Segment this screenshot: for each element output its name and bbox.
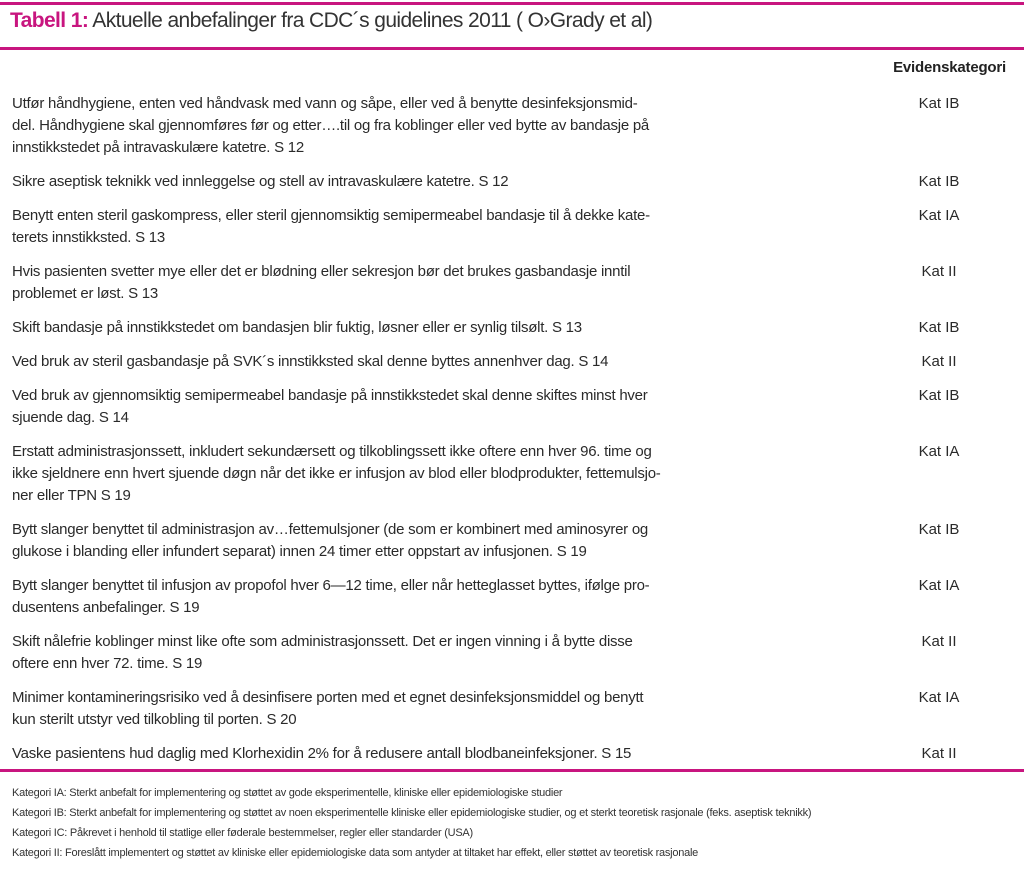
recommendation-line: kun sterilt utstyr ved tilkobling til porten. S 20 [12,711,297,728]
top-rule [0,2,1024,5]
recommendations-table [0,93,1024,777]
recommendation-line: ner eller TPN S 19 [12,487,131,504]
recommendation-line: innstikkstedet på intravaskulære katetre. S 12 [12,139,304,156]
recommendation-text [12,93,862,159]
table-row [0,575,1024,619]
table-label: Tabell 1: [10,9,89,32]
recommendation-text [12,351,862,373]
recommendation-line: Hvis pasienten svetter mye eller det er blødning eller sekresjon bør det brukes gasbandasje inntil [12,263,631,280]
evidence-category: Kat IA [918,577,960,594]
bottom-rule [0,769,1024,772]
table-title [10,9,652,33]
table-row [0,317,1024,339]
recommendation-line: sjuende dag. S 14 [12,409,129,426]
evidence-category: Kat II [921,263,957,280]
footnote: Kategori IA: Sterkt anbefalt for implementering og støttet av gode eksperimentelle, kliniske eller epidemiologiske studier [12,787,563,799]
recommendation-text [12,385,862,429]
recommendation-line: Erstatt administrasjonssett, inkludert sekundærsett og tilkoblingssett ikke oftere enn hver 96. time og [12,443,652,460]
recommendation-text [12,519,862,563]
recommendation-line: Skift bandasje på innstikkstedet om bandasjen blir fuktig, løsner eller er synlig tilsølt. S 13 [12,319,582,336]
recommendation-text [12,317,862,339]
evidence-category: Kat IB [918,521,960,538]
evidence-category: Kat II [921,633,957,650]
table-row [0,93,1024,159]
table-row [0,205,1024,249]
recommendation-line: dusentens anbefalinger. S 19 [12,599,200,616]
recommendation-line: Minimer kontamineringsrisiko ved å desinfisere porten med et egnet desinfeksjonsmiddel og benytt [12,689,644,706]
recommendation-line: Utfør håndhygiene, enten ved håndvask med vann og såpe, eller ved å benytte desinfeksjonsmid- [12,95,638,112]
table-row [0,441,1024,507]
recommendation-line: oftere enn hver 72. time. S 19 [12,655,203,672]
recommendation-line: glukose i blanding eller infundert separat) innen 24 timer etter oppstart av infusjonen. S 19 [12,543,587,560]
recommendation-text [12,205,862,249]
recommendation-line: problemet er løst. S 13 [12,285,158,302]
table-row [0,351,1024,373]
evidence-category: Kat IA [918,689,960,706]
footnote: Kategori IC: Påkrevet i henhold til statlige eller føderale bestemmelser, regler eller standarder (USA) [12,827,473,839]
recommendation-text [12,171,862,193]
evidence-category: Kat II [921,745,957,762]
table-row [0,385,1024,429]
recommendation-text [12,441,862,507]
column-header-evidence: Evidenskategori [893,59,1006,76]
recommendation-line: del. Håndhygiene skal gjennomføres før og etter….til og fra koblinger eller ved bytte av bandasje på [12,117,650,134]
table-title-text: Aktuelle anbefalinger fra CDC´s guidelines 2011 ( O›Grady et al) [88,9,653,32]
footnotes [12,783,811,863]
recommendation-line: Sikre aseptisk teknikk ved innleggelse og stell av intravaskulære katetre. S 12 [12,173,509,190]
table-row [0,519,1024,563]
recommendation-line: Bytt slanger benyttet til infusjon av propofol hver 6—12 time, eller når hetteglasset byttes, ifølge pro- [12,577,650,594]
footnote: Kategori IB: Sterkt anbefalt for implementering og støttet av noen eksperimentelle kliniske eller epidemiologiske studier, og et sterkt teoretisk rasjonale (feks. aseptisk teknikk) [12,807,812,819]
recommendation-line: Vaske pasientens hud daglig med Klorhexidin 2% for å redusere antall blodbaneinfeksjoner. S 15 [12,745,632,762]
recommendation-text [12,261,862,305]
recommendation-line: terets innstikksted. S 13 [12,229,165,246]
evidence-category: Kat IB [918,173,960,190]
recommendation-text [12,631,862,675]
evidence-category: Kat II [921,353,957,370]
recommendation-line: Benytt enten steril gaskompress, eller steril gjennomsiktig semipermeabel bandasje til å dekke kate- [12,207,650,224]
evidence-category: Kat IA [918,443,960,460]
recommendation-line: Skift nålefrie koblinger minst like ofte som administrasjonssett. Det er ingen vinning i å bytte disse [12,633,633,650]
recommendation-text [12,743,862,765]
evidence-category: Kat IA [918,207,960,224]
table-row [0,743,1024,765]
footnote: Kategori II: Foreslått implementert og støttet av kliniske eller epidemiologiske data som antyder at tiltaket har effekt, eller støttet av teoretisk rasjonale [12,847,699,859]
evidence-category: Kat IB [918,387,960,404]
recommendation-line: Ved bruk av steril gasbandasje på SVK´s innstikksted skal denne byttes annenhver dag. S 14 [12,353,609,370]
title-rule [0,47,1024,50]
recommendation-text [12,575,862,619]
recommendation-text [12,687,862,731]
recommendation-line: ikke sjeldnere enn hvert sjuende døgn når det ikke er infusjon av blod eller blodprodukter, fettemulsjo- [12,465,661,482]
recommendation-line: Bytt slanger benyttet til administrasjon av…fettemulsjoner (de som er kombinert med aminosyrer og [12,521,649,538]
table-row [0,631,1024,675]
evidence-category: Kat IB [918,95,960,112]
recommendation-line: Ved bruk av gjennomsiktig semipermeabel bandasje på innstikkstedet skal denne skiftes minst hver [12,387,648,404]
table-row [0,261,1024,305]
table-row [0,171,1024,193]
table-row [0,687,1024,731]
evidence-category: Kat IB [918,319,960,336]
